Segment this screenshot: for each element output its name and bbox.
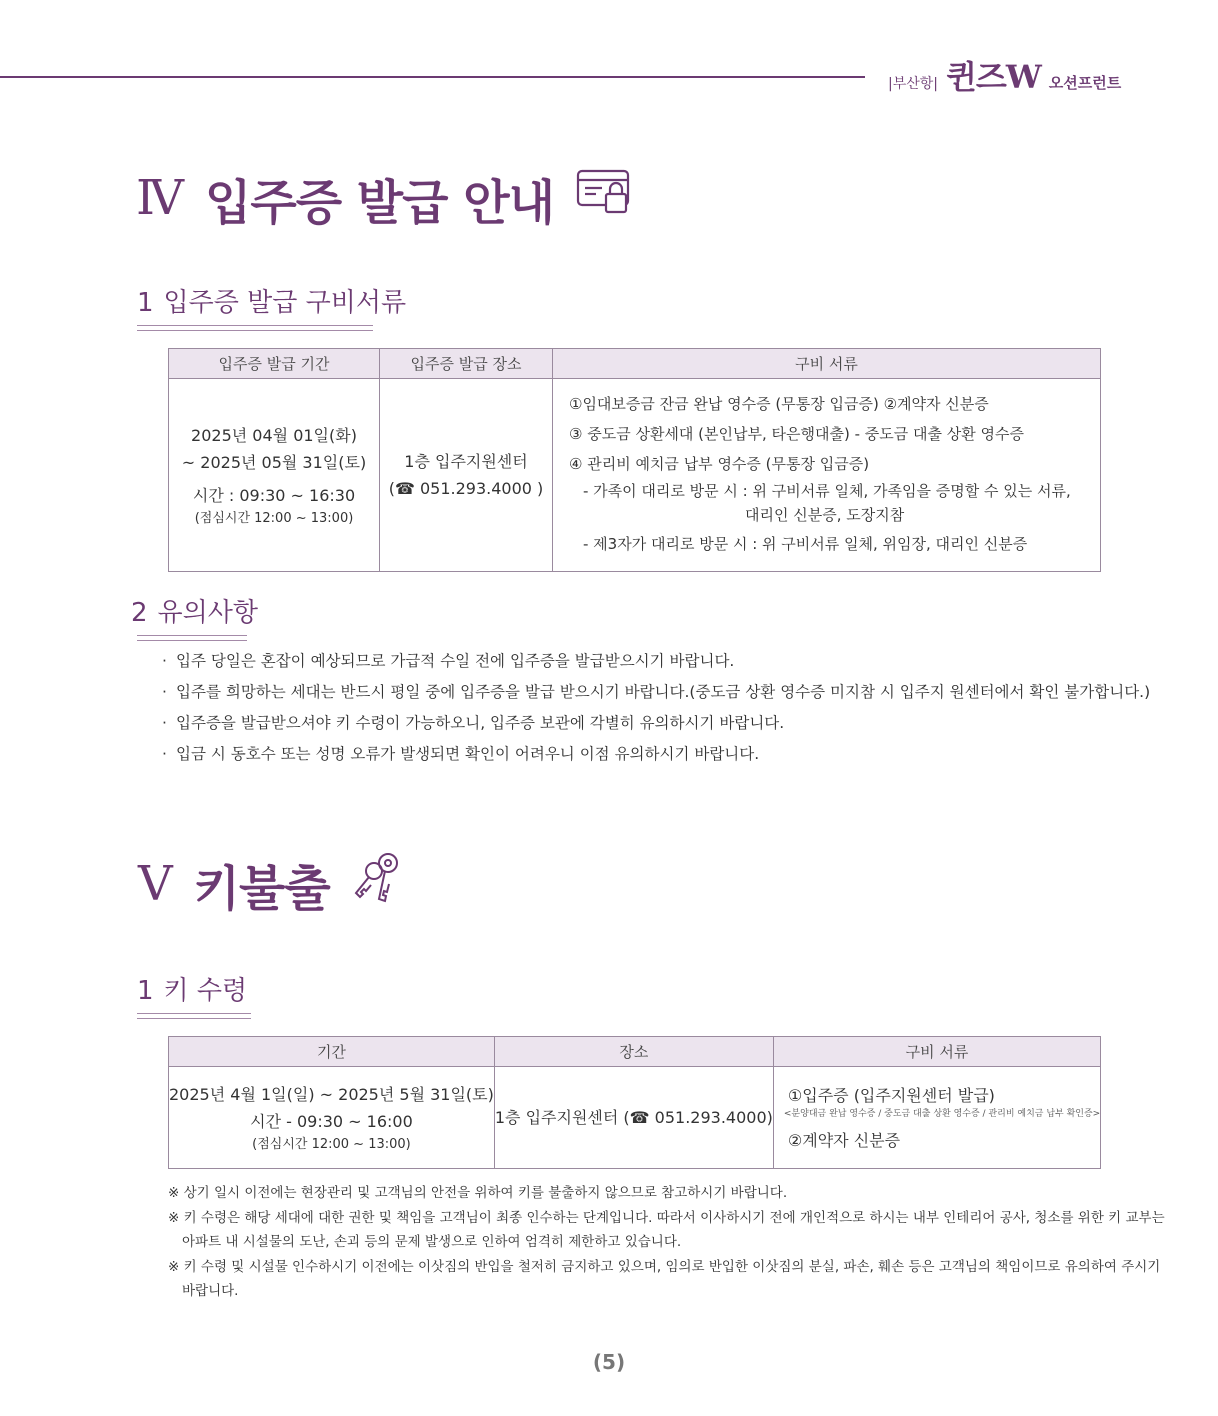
key-place-cell (494, 1067, 773, 1169)
subsection-4-1 (137, 282, 407, 331)
header-rule (0, 76, 865, 78)
list-item: · 입주증을 발급받으셔야 키 수령이 가능하오니, 입주증 보관에 각별히 유의하시기 바랍니다. (162, 714, 785, 732)
note-line: ※ 상기 일시 이전에는 현장관리 및 고객님의 안전을 위하여 키를 불출하지 않으므로 참고하시기 바랍니다. (168, 1185, 788, 1201)
brand-subtitle: 오션프런트 (1048, 74, 1122, 92)
notice-list (162, 646, 1150, 770)
period-start: 2025년 04월 01일(화) (191, 425, 357, 445)
key-period-cell (169, 1067, 495, 1169)
note-line: ※ 키 수령 및 시설물 인수하시기 이전에는 이삿짐의 반입을 철저히 금지하고 있으며, 임의로 반입한 이삿짐의 분실, 파손, 훼손 등은 고객님의 책임이므로 유의하여 주시기 (168, 1258, 1161, 1275)
subsection-rule (137, 325, 373, 331)
section-5-number: Ⅴ (138, 856, 172, 912)
subsection-title: 입주증 발급 구비서류 (163, 288, 407, 318)
table-header: 구비 서류 (773, 1037, 1100, 1067)
list-item: · 입금 시 동호수 또는 성명 오류가 발생되면 확인이 어려우니 이점 유의하시기 바랍니다. (162, 745, 760, 763)
period-time: 시간 - 09:30 ~ 16:00 (250, 1111, 413, 1131)
period-time: 시간 : 09:30 ~ 16:30 (192, 485, 356, 505)
header-brand (888, 52, 1122, 96)
issue-docs-cell (553, 379, 1101, 572)
key-notes (168, 1181, 1165, 1304)
table-header: 입주증 발급 장소 (380, 349, 553, 379)
doc-subnote: <분양대금 완납 영수증 / 중도금 대출 상환 영수증 / 관리비 예치금 납부 확인증> (783, 1108, 1101, 1119)
subsection-rule (137, 635, 247, 641)
section-5-heading: 키불출 (193, 860, 330, 917)
keys-icon (352, 849, 408, 919)
note-line: ※ 키 수령은 해당 세대에 대한 권한 및 책임을 고객님이 최종 인수하는 단계입니다. 따라서 이사하시기 전에 개인적으로 하시는 내부 인테리어 공사, 청소를 위한 키 교부는 (168, 1209, 1165, 1226)
table-header: 기간 (169, 1037, 495, 1067)
doc-item: ①임대보증금 잔금 완납 영수증 (무통장 입금증) ②계약자 신분증 (569, 395, 989, 413)
period-lunch: (점심시간 12:00 ~ 13:00) (194, 510, 354, 526)
period-lunch: (점심시간 12:00 ~ 13:00) (252, 1136, 411, 1152)
subsection-4-2 (131, 592, 259, 641)
section-4-title (136, 166, 632, 230)
key-docs-cell (773, 1067, 1100, 1169)
place-name: 1층 입주지원센터 (404, 452, 528, 471)
table-header: 구비 서류 (553, 349, 1101, 379)
doc-item: ③ 중도금 상환세대 (본인납부, 타은행대출) - 중도금 대출 상환 영수증 (569, 425, 1024, 443)
subsection-number: 1 (137, 976, 154, 1006)
doc-item: ①입주증 (입주지원센터 발급) (787, 1085, 995, 1105)
brand-logo: 퀸즈W (946, 58, 1041, 96)
doc-item: - 가족이 대리로 방문 시 : 위 구비서류 일체, 가족임을 증명할 수 있는 서류, (583, 482, 1071, 500)
subsection-title: 유의사항 (157, 598, 259, 628)
list-item: · 입주를 희망하는 세대는 반드시 평일 중에 입주증을 발급 받으시기 바랍니다.(중도금 상환 영수증 미지참 시 입주지 원센터에서 확인 불가합니다.) (162, 683, 1151, 701)
place-phone: (☎ 051.293.4000 ) (388, 479, 544, 498)
card-lock-icon (576, 167, 632, 229)
header-port: |부산항| (888, 76, 939, 92)
table-header: 장소 (494, 1037, 773, 1067)
list-item: · 입주 당일은 혼잡이 예상되므로 가급적 수일 전에 입주증을 발급받으시기 바랍니다. (162, 652, 735, 670)
issue-place-cell (380, 379, 553, 572)
table-header: 입주증 발급 기간 (169, 349, 380, 379)
doc-item: ②계약자 신분증 (787, 1130, 901, 1150)
page-number: (5) (592, 1350, 626, 1374)
doc-item: - 제3자가 대리로 방문 시 : 위 구비서류 일체, 위임장, 대리인 신분증 (583, 535, 1028, 553)
doc-item: 대리인 신분증, 도장지참 (745, 506, 905, 524)
note-line: 바랍니다. (182, 1283, 239, 1299)
period-end: ~ 2025년 05월 31일(토) (181, 452, 367, 472)
subsection-5-1 (137, 970, 251, 1019)
section-4-number: Ⅳ (136, 170, 183, 226)
issue-documents-table (168, 348, 1101, 572)
note-line: 아파트 내 시설물의 도난, 손괴 등의 문제 발생으로 인하여 엄격히 제한하고 있습니다. (182, 1234, 682, 1250)
issue-period-cell (169, 379, 380, 572)
subsection-rule (137, 1013, 251, 1019)
place-info: 1층 입주지원센터 (☎ 051.293.4000) (494, 1108, 773, 1127)
subsection-number: 2 (131, 598, 148, 628)
section-5-title (138, 852, 408, 916)
subsection-number: 1 (137, 288, 154, 318)
period-dates: 2025년 4월 1일(일) ~ 2025년 5월 31일(토) (169, 1084, 494, 1104)
key-receipt-table (168, 1036, 1101, 1169)
doc-item: ④ 관리비 예치금 납부 영수증 (무통장 입금증) (569, 455, 870, 473)
subsection-title: 키 수령 (163, 976, 248, 1006)
section-4-heading: 입주증 발급 안내 (204, 174, 554, 231)
